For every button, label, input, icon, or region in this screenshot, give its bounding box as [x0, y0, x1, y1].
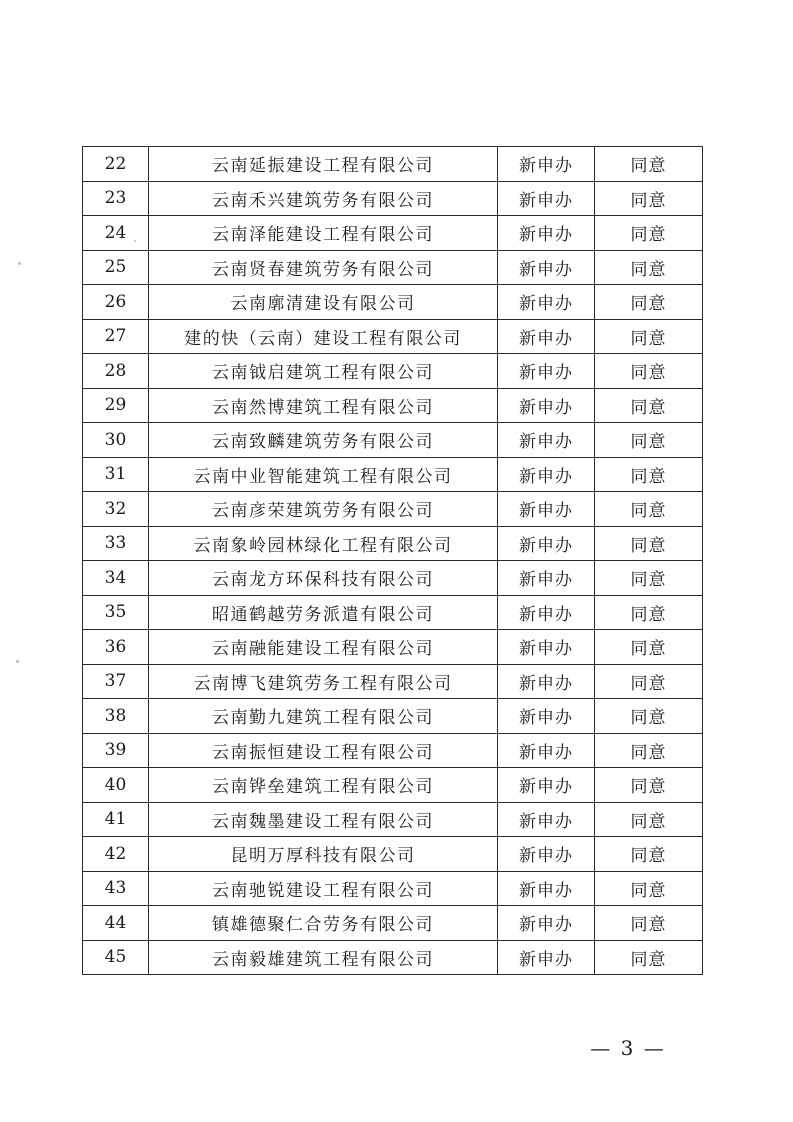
- row-number-cell: 44: [83, 906, 149, 941]
- approval-result-cell: 同意: [595, 354, 703, 389]
- table-row: [83, 699, 703, 734]
- row-number-cell: 27: [83, 319, 149, 354]
- row-number-cell: 35: [83, 595, 149, 630]
- application-type-cell: 新申办: [498, 906, 595, 941]
- table-row: [83, 319, 703, 354]
- table-row: [83, 733, 703, 768]
- row-number-cell: 28: [83, 354, 149, 389]
- row-number-cell: 32: [83, 492, 149, 527]
- application-type-cell: 新申办: [498, 802, 595, 837]
- table-row: [83, 940, 703, 975]
- application-type-cell: 新申办: [498, 768, 595, 803]
- company-name-cell: 云南然博建筑工程有限公司: [149, 388, 498, 423]
- table-row: [83, 595, 703, 630]
- row-number-cell: 29: [83, 388, 149, 423]
- page-number: — 3 —: [590, 1036, 666, 1060]
- table-row: [83, 906, 703, 941]
- scan-speck: [18, 262, 21, 265]
- table-row: [83, 664, 703, 699]
- application-type-cell: 新申办: [498, 526, 595, 561]
- row-number-cell: 40: [83, 768, 149, 803]
- table-row: [83, 285, 703, 320]
- application-type-cell: 新申办: [498, 561, 595, 596]
- table-row: [83, 388, 703, 423]
- company-name-cell: 云南贤春建筑劳务有限公司: [149, 250, 498, 285]
- approval-result-cell: 同意: [595, 837, 703, 872]
- application-type-cell: 新申办: [498, 664, 595, 699]
- row-number-cell: 42: [83, 837, 149, 872]
- company-name-cell: 云南钺启建筑工程有限公司: [149, 354, 498, 389]
- application-type-cell: 新申办: [498, 181, 595, 216]
- table-row: [83, 147, 703, 182]
- application-type-cell: 新申办: [498, 457, 595, 492]
- row-number-cell: 23: [83, 181, 149, 216]
- approval-result-cell: 同意: [595, 250, 703, 285]
- approval-result-cell: 同意: [595, 388, 703, 423]
- company-name-cell: 云南象岭园林绿化工程有限公司: [149, 526, 498, 561]
- row-number-cell: 24: [83, 216, 149, 251]
- company-name-cell: 云南致麟建筑劳务有限公司: [149, 423, 498, 458]
- approval-result-cell: 同意: [595, 423, 703, 458]
- approval-result-cell: 同意: [595, 664, 703, 699]
- scan-speck: [16, 660, 19, 663]
- approval-result-cell: 同意: [595, 285, 703, 320]
- row-number-cell: 37: [83, 664, 149, 699]
- application-type-cell: 新申办: [498, 699, 595, 734]
- company-name-cell: 云南廓清建设有限公司: [149, 285, 498, 320]
- row-number-cell: 26: [83, 285, 149, 320]
- application-type-cell: 新申办: [498, 354, 595, 389]
- row-number-cell: 41: [83, 802, 149, 837]
- approval-result-cell: 同意: [595, 181, 703, 216]
- table-row: [83, 181, 703, 216]
- company-name-cell: 云南融能建设工程有限公司: [149, 630, 498, 665]
- table-row: [83, 526, 703, 561]
- approval-result-cell: 同意: [595, 802, 703, 837]
- application-type-cell: 新申办: [498, 733, 595, 768]
- application-type-cell: 新申办: [498, 216, 595, 251]
- row-number-cell: 22: [83, 147, 149, 182]
- row-number-cell: 45: [83, 940, 149, 975]
- table-row: [83, 768, 703, 803]
- company-name-cell: 云南勤九建筑工程有限公司: [149, 699, 498, 734]
- table-row: [83, 802, 703, 837]
- approval-result-cell: 同意: [595, 940, 703, 975]
- application-type-cell: 新申办: [498, 492, 595, 527]
- table-row: [83, 871, 703, 906]
- table-row: [83, 216, 703, 251]
- company-name-cell: 云南铧垒建筑工程有限公司: [149, 768, 498, 803]
- approval-result-cell: 同意: [595, 906, 703, 941]
- table-row: [83, 630, 703, 665]
- company-name-cell: 云南博飞建筑劳务工程有限公司: [149, 664, 498, 699]
- company-name-cell: 昭通鹤越劳务派遣有限公司: [149, 595, 498, 630]
- approval-result-cell: 同意: [595, 733, 703, 768]
- row-number-cell: 31: [83, 457, 149, 492]
- company-name-cell: 云南中业智能建筑工程有限公司: [149, 457, 498, 492]
- approval-result-cell: 同意: [595, 768, 703, 803]
- application-type-cell: 新申办: [498, 630, 595, 665]
- table-row: [83, 837, 703, 872]
- approval-result-cell: 同意: [595, 492, 703, 527]
- approval-result-cell: 同意: [595, 699, 703, 734]
- row-number-cell: 39: [83, 733, 149, 768]
- approval-table: [82, 146, 703, 975]
- application-type-cell: 新申办: [498, 940, 595, 975]
- row-number-cell: 33: [83, 526, 149, 561]
- approval-result-cell: 同意: [595, 630, 703, 665]
- table-row: [83, 423, 703, 458]
- approval-result-cell: 同意: [595, 216, 703, 251]
- company-name-cell: 云南毅雄建筑工程有限公司: [149, 940, 498, 975]
- application-type-cell: 新申办: [498, 388, 595, 423]
- table-row: [83, 354, 703, 389]
- approval-result-cell: 同意: [595, 319, 703, 354]
- application-type-cell: 新申办: [498, 423, 595, 458]
- company-name-cell: 云南延振建设工程有限公司: [149, 147, 498, 182]
- row-number-cell: 38: [83, 699, 149, 734]
- company-name-cell: 云南振恒建设工程有限公司: [149, 733, 498, 768]
- approval-table-body: [83, 147, 703, 975]
- approval-result-cell: 同意: [595, 147, 703, 182]
- application-type-cell: 新申办: [498, 250, 595, 285]
- row-number-cell: 43: [83, 871, 149, 906]
- row-number-cell: 36: [83, 630, 149, 665]
- table-row: [83, 457, 703, 492]
- application-type-cell: 新申办: [498, 595, 595, 630]
- company-name-cell: 云南魏墨建设工程有限公司: [149, 802, 498, 837]
- company-name-cell: 昆明万厚科技有限公司: [149, 837, 498, 872]
- table-row: [83, 250, 703, 285]
- application-type-cell: 新申办: [498, 319, 595, 354]
- approval-result-cell: 同意: [595, 457, 703, 492]
- application-type-cell: 新申办: [498, 837, 595, 872]
- company-name-cell: 镇雄德聚仁合劳务有限公司: [149, 906, 498, 941]
- application-type-cell: 新申办: [498, 285, 595, 320]
- approval-result-cell: 同意: [595, 561, 703, 596]
- company-name-cell: 云南泽能建设工程有限公司: [149, 216, 498, 251]
- row-number-cell: 25: [83, 250, 149, 285]
- application-type-cell: 新申办: [498, 871, 595, 906]
- row-number-cell: 30: [83, 423, 149, 458]
- company-name-cell: 云南禾兴建筑劳务有限公司: [149, 181, 498, 216]
- company-name-cell: 云南龙方环保科技有限公司: [149, 561, 498, 596]
- application-type-cell: 新申办: [498, 147, 595, 182]
- company-name-cell: 云南彦荣建筑劳务有限公司: [149, 492, 498, 527]
- approval-result-cell: 同意: [595, 871, 703, 906]
- row-number-cell: 34: [83, 561, 149, 596]
- company-name-cell: 云南驰锐建设工程有限公司: [149, 871, 498, 906]
- company-name-cell: 建的快（云南）建设工程有限公司: [149, 319, 498, 354]
- approval-result-cell: 同意: [595, 526, 703, 561]
- approval-result-cell: 同意: [595, 595, 703, 630]
- table-row: [83, 561, 703, 596]
- table-row: [83, 492, 703, 527]
